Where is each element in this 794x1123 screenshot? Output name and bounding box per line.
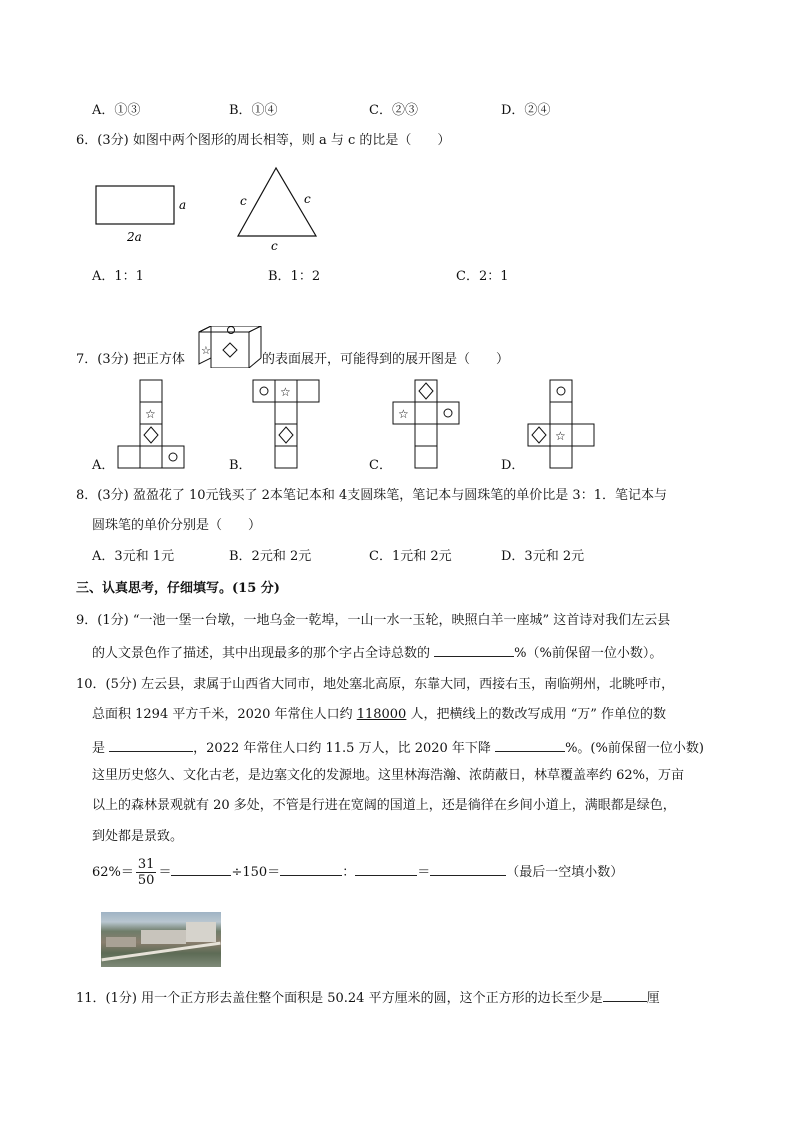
tri-bottom-label: c	[271, 239, 278, 252]
q10-blank-wan[interactable]	[109, 737, 193, 752]
q10-eq-blank-4[interactable]	[430, 861, 506, 876]
q6-option-b: B．1：2	[268, 269, 321, 284]
q5-option-c: C．②③	[369, 103, 418, 118]
q11-answer-blank[interactable]	[603, 987, 647, 1002]
q7-stem-after: 的表面展开，可能得到的展开图是（ ）	[262, 352, 510, 367]
q10-line2: 总面积 1294 平方千米，2020 年常住人口约 118000 人，把横线上的数改写成用 “万” 作单位的数	[92, 707, 667, 722]
q6-figures	[90, 162, 330, 252]
q6-stem: 6．(3分) 如图中两个图形的周长相等，则 a 与 c 的比是（ ）	[76, 133, 451, 148]
q10-eq-blank-2[interactable]	[280, 861, 342, 876]
q9-answer-blank[interactable]	[434, 642, 514, 657]
q8-option-a: A．3元和 1元	[92, 549, 175, 564]
q7-option-c: C．	[369, 458, 392, 473]
rectangle-shape	[96, 186, 174, 224]
q5-option-b: B．①④	[229, 103, 278, 118]
q10-line6: 到处都是景致。	[92, 829, 184, 844]
tri-left-label: c	[240, 194, 247, 208]
net-c-star-icon: ☆	[398, 407, 409, 421]
q10-eq-blank-1[interactable]	[171, 861, 231, 876]
q6-option-c: C．2：1	[456, 269, 509, 284]
q10-line4: 这里历史悠久、文化古老，是边塞文化的发源地。这里林海浩瀚、浓荫蔽日，林草覆盖率约 62%，万亩	[92, 768, 685, 783]
q10-eq-blank-3[interactable]	[355, 861, 417, 876]
q7-option-a: A．	[92, 458, 115, 473]
q7-option-d: D．	[501, 458, 525, 473]
rect-bottom-label: 2a	[127, 230, 142, 244]
q8-line1: 8．(3分) 盈盈花了 10元钱买了 2本笔记本和 4支圆珠笔，笔记本与圆珠笔的单价比是 3：1．笔记本与	[76, 488, 667, 503]
q7-option-b: B．	[229, 458, 252, 473]
fraction-31-50: $\frac{31}{50}$	[137, 857, 155, 888]
q7-nets	[0, 378, 794, 473]
q7-stem-before: 7．(3分) 把正方体	[76, 352, 185, 367]
q10-equation: 62%＝ $\frac{31}{50}$ ＝ ÷150＝ ： ＝ （最后一空填小数）	[92, 857, 624, 888]
county-aerial-photo	[101, 912, 221, 967]
q10-line5: 以上的森林景观就有 20 多处，不管是行进在宽阔的国道上，还是徜徉在乡间小道上，满眼都是绿色，	[92, 798, 676, 813]
q11-line1: 11．(1分) 用一个正方形去盖住整个面积是 50.24 平方厘米的圆，这个正方形的边长至少是 厘	[76, 987, 660, 1008]
q9-line1: 9．(1分) “一池一堡一台墩，一地乌金一乾埠，一山一水一玉轮，映照白羊一座城” 这首诗对我们左云县	[76, 613, 671, 628]
q10-blank-percent[interactable]	[495, 737, 565, 752]
star-icon: ☆	[201, 344, 211, 357]
tri-right-label: c	[304, 192, 311, 206]
net-d-star-icon: ☆	[555, 429, 566, 443]
q6-option-a: A．1：1	[92, 269, 144, 284]
net-a-star-icon: ☆	[145, 407, 156, 421]
q5-option-d: D．②④	[501, 103, 551, 118]
section-3-title: 三、认真思考，仔细填写。(15 分)	[76, 581, 280, 596]
q5-option-a: A．①③	[92, 103, 141, 118]
diamond-icon	[223, 343, 237, 357]
q8-option-b: B．2元和 2元	[229, 549, 312, 564]
q10-line3: 是 ，2022 年常住人口约 11.5 万人，比 2020 年下降 %。(%前保留一位小数)	[92, 737, 704, 758]
rect-side-label: a	[179, 198, 187, 212]
q8-line2: 圆珠笔的单价分别是（ ）	[92, 518, 262, 533]
cube-figure	[197, 326, 263, 368]
q10-line1: 10．(5分) 左云县，隶属于山西省大同市，地处塞北高原，东靠大同，西接右玉，南临朔州，北眺呼市，	[76, 677, 675, 692]
q9-line2: 的人文景色作了描述，其中出现最多的那个字占全诗总数的 %（%前保留一位小数）。	[92, 642, 662, 663]
net-b-star-icon: ☆	[280, 385, 291, 399]
q8-option-c: C．1元和 2元	[369, 549, 452, 564]
q8-option-d: D．3元和 2元	[501, 549, 585, 564]
